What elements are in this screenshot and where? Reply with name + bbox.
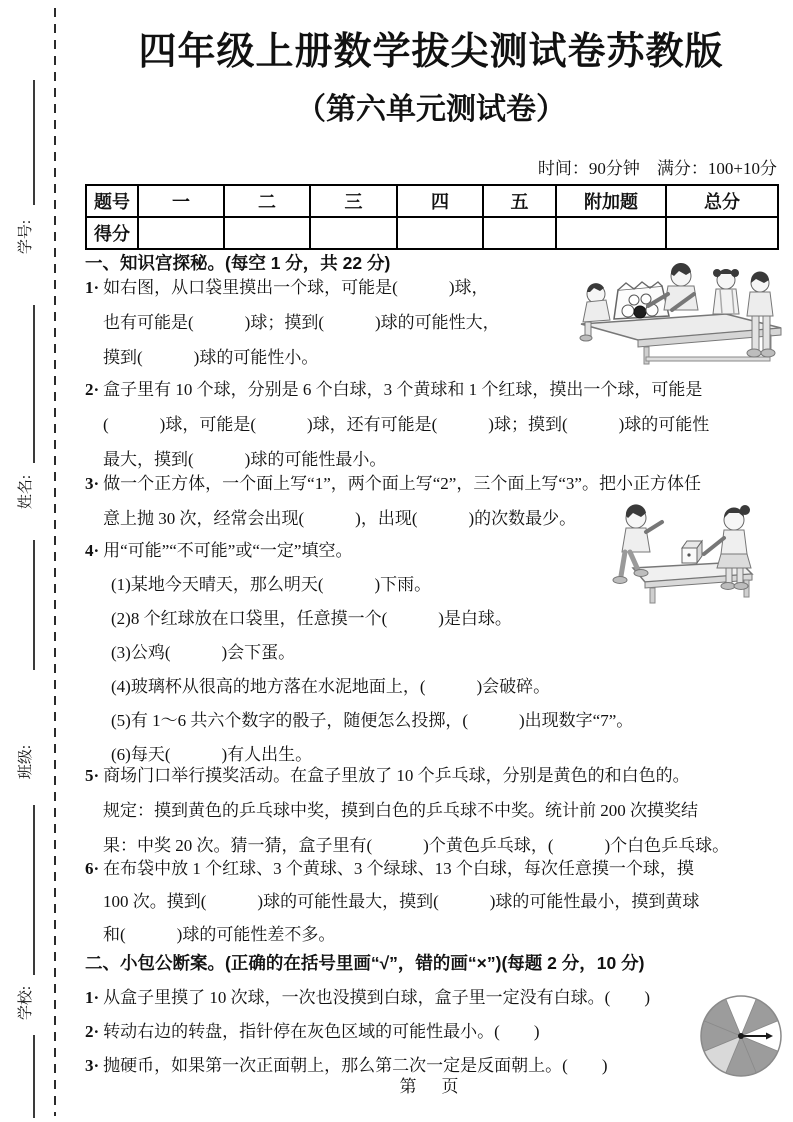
section1-title: 一、知识宫探秘。(每空 1 分，共 22 分) xyxy=(85,253,391,273)
seal-field-school-label: 学校: xyxy=(18,985,34,1021)
children-cube-illustration xyxy=(598,490,780,629)
score-header-cell: 二 xyxy=(224,185,310,217)
spinner-wheel xyxy=(696,986,788,1086)
question-line: 商场门口举行摸奖活动。在盒子里放了 10 个乒乓球，分别是黄色的和白色的。 xyxy=(103,766,690,785)
seal-field-name-label: 姓名: xyxy=(18,474,34,510)
question-number: 1· xyxy=(85,988,100,1007)
sub-question: (2)8 个红球放在口袋里，任意摸一个( )是白球。 xyxy=(111,609,512,628)
score-header-cell: 附加题 xyxy=(556,185,666,217)
question-line: 盒子里有 10 个球，分别是 6 个白球，3 个黄球和 1 个红球，摸出一个球，可能是 xyxy=(103,380,703,399)
sub-question: (6)每天( )有人出生。 xyxy=(111,745,313,764)
score-table-score-row xyxy=(86,217,778,249)
score-header-cell: 四 xyxy=(397,185,483,217)
judge-question-1 xyxy=(85,980,777,1015)
exam-meta: 时间：90分钟 满分：100+10分 xyxy=(537,159,777,178)
score-header-cell: 三 xyxy=(310,185,397,217)
question-line: 转动右边的转盘，指针停在灰色区域的可能性最小。( ) xyxy=(103,1022,540,1041)
question-line: 100 次。摸到( )球的可能性最大，摸到( )球的可能性最小，摸到黄球 xyxy=(103,892,700,911)
children-bag-illustration xyxy=(576,256,786,373)
seal-field-student-id-label: 学号: xyxy=(18,219,34,255)
seal-field-class-label: 班级: xyxy=(18,744,34,780)
judge-question-2 xyxy=(85,1014,777,1049)
question-5 xyxy=(85,758,777,863)
score-blank-cell xyxy=(224,217,310,249)
question-line: 用“可能”“不可能”或“一定”填空。 xyxy=(103,541,353,560)
question-number: 4· xyxy=(85,541,100,560)
score-blank-cell xyxy=(397,217,483,249)
question-line: 和( )球的可能性差不多。 xyxy=(103,925,336,944)
write-in-line xyxy=(33,80,35,205)
question-number: 6· xyxy=(85,859,100,878)
score-blank-cell xyxy=(138,217,224,249)
question-line: 最大，摸到( )球的可能性最小。 xyxy=(103,450,387,469)
children-bag-drawing xyxy=(576,256,786,368)
question-line: 在布袋中放 1 个红球、3 个黄球、3 个绿球、13 个白球，每次任意摸一个球，摸 xyxy=(103,859,694,878)
question-number: 1· xyxy=(85,278,100,297)
score-table xyxy=(85,184,779,250)
write-in-line xyxy=(33,805,35,975)
write-in-line xyxy=(33,540,35,670)
score-blank-cell xyxy=(483,217,556,249)
question-line: 规定：摸到黄色的乒乓球中奖，摸到白色的乒乓球不中奖。统计前 200 次摸奖结 xyxy=(103,801,698,820)
children-cube-drawing xyxy=(598,490,780,624)
question-line: 做一个正方体，一个面上写“1”，两个面上写“2”，三个面上写“3”。把小正方体任 xyxy=(103,474,701,493)
score-blank-cell xyxy=(666,217,778,249)
question-line: 摸到( )球的可能性小。 xyxy=(103,348,319,367)
question-number: 2· xyxy=(85,380,100,399)
binding-dashed-line xyxy=(54,8,56,1116)
question-number: 3· xyxy=(85,1056,100,1075)
question-line: 也有可能是( )球；摸到( )球的可能性大， xyxy=(103,313,500,332)
page-subtitle: （第六单元测试卷） xyxy=(296,93,566,126)
question-2 xyxy=(85,372,777,477)
sub-question: (5)有 1～6 共六个数字的骰子，随便怎么投掷，( )出现数字“7”。 xyxy=(111,711,634,730)
section2-title: 二、小包公断案。(正确的在括号里画“√”，错的画“×”)(每题 2 分，10 分) xyxy=(85,953,645,973)
question-line: 意上抛 30 次，经常会出现( )，出现( )的次数最少。 xyxy=(103,509,577,528)
question-line: 抛硬币，如果第一次正面朝上，那么第二次一定是反面朝上。( ) xyxy=(103,1056,608,1075)
sub-question: (4)玻璃杯从很高的地方落在水泥地面上，( )会破碎。 xyxy=(111,677,551,696)
score-blank-cell xyxy=(556,217,666,249)
question-number: 2· xyxy=(85,1022,100,1041)
sub-question: (1)某地今天晴天，那么明天( )下雨。 xyxy=(111,575,432,594)
page-title: 四年级上册数学拔尖测试卷苏教版 xyxy=(138,31,724,73)
score-header-cell: 总分 xyxy=(666,185,778,217)
question-line: 果：中奖 20 次。猜一猜，盒子里有( )个黄色乒乓球，( )个白色乒乓球。 xyxy=(103,836,730,855)
score-blank-cell xyxy=(310,217,397,249)
question-line: ( )球，可能是( )球，还有可能是( )球；摸到( )球的可能性 xyxy=(103,415,710,434)
score-header-cell: 题号 xyxy=(86,185,138,217)
question-line: 从盒子里摸了 10 次球，一次也没摸到白球，盒子里一定没有白球。( ) xyxy=(103,988,650,1007)
spinner-illustration xyxy=(696,986,788,1091)
question-number: 3· xyxy=(85,474,100,493)
score-row-label: 得分 xyxy=(86,217,138,249)
question-line: 如右图，从口袋里摸出一个球，可能是( )球， xyxy=(103,278,489,297)
score-table-header-row xyxy=(86,185,778,217)
write-in-line xyxy=(33,305,35,463)
score-header-cell: 一 xyxy=(138,185,224,217)
score-header-cell: 五 xyxy=(483,185,556,217)
question-number: 5· xyxy=(85,766,100,785)
question-6 xyxy=(85,852,777,951)
sub-question: (3)公鸡( )会下蛋。 xyxy=(111,643,296,662)
page-number-footer: 第 页 xyxy=(399,1077,463,1096)
